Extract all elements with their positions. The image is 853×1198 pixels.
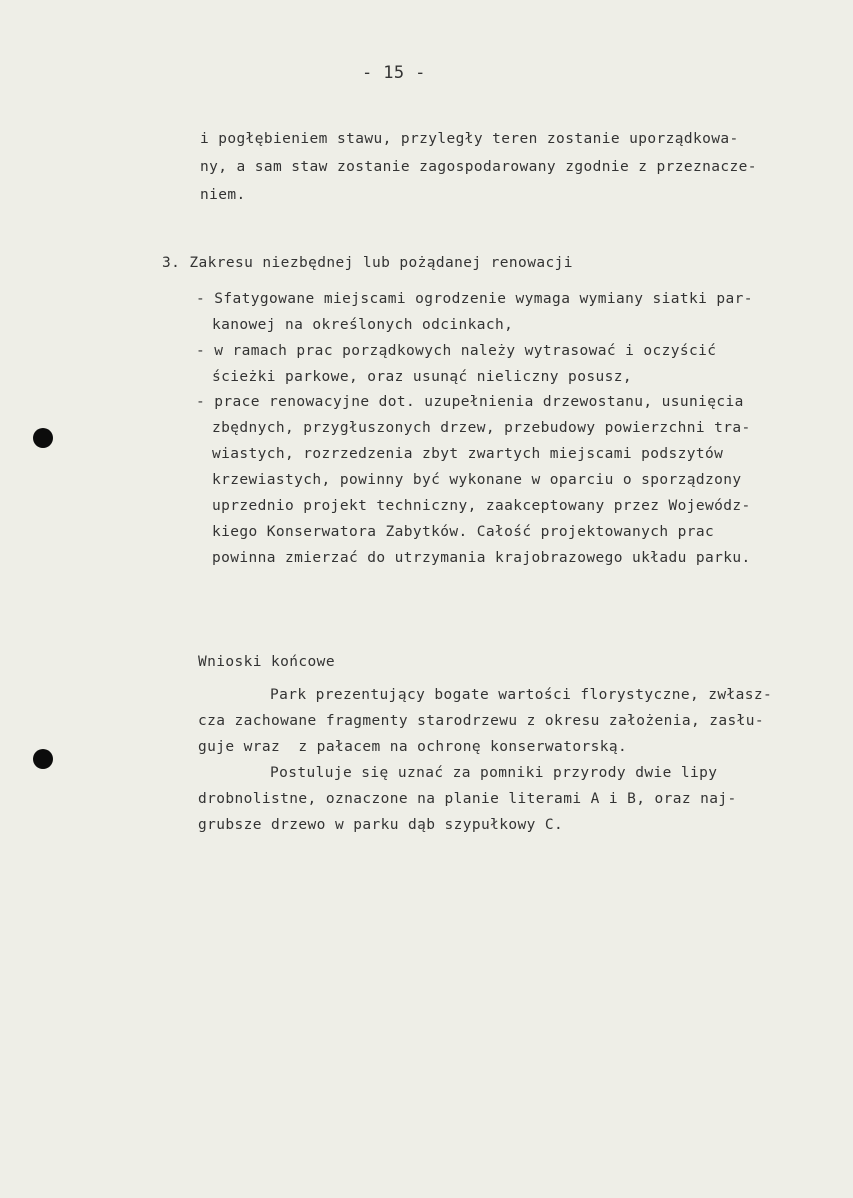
conclusions-paragraph-line: cza zachowane fragmenty starodrzewu z okresu założenia, zasłu-	[198, 713, 765, 729]
conclusions-heading: Wnioski końcowe	[198, 654, 335, 670]
continued-paragraph-line: ny, a sam staw zostanie zagospodarowany zgodnie z przeznacze-	[200, 159, 757, 175]
punch-hole	[33, 749, 53, 769]
page-number: - 15 -	[362, 63, 426, 83]
renovation-item-3-line: wiastych, rozrzedzenia zbyt zwartych miejscami podszytów	[212, 446, 724, 462]
conclusions-paragraph-line: drobnolistne, oznaczone na planie literami A i B, oraz naj-	[198, 791, 737, 807]
renovation-item-1-line: - Sfatygowane miejscami ogrodzenie wymaga wymiany siatki par-	[196, 291, 753, 307]
renovation-item-2-line: - w ramach prac porządkowych należy wytrasować i oczyścić	[196, 343, 717, 359]
renovation-item-2-line: ścieżki parkowe, oraz usunąć nieliczny posusz,	[212, 369, 632, 385]
renovation-item-3-line: - prace renowacyjne dot. uzupełnienia drzewostanu, usunięcia	[196, 394, 744, 410]
conclusions-paragraph-line: grubsze drzewo w parku dąb szypułkowy C.	[198, 817, 564, 833]
renovation-item-3-line: powinna zmierzać do utrzymania krajobrazowego układu parku.	[212, 550, 751, 566]
conclusions-paragraph-line: Postuluje się uznać za pomniki przyrody dwie lipy	[270, 765, 718, 781]
conclusions-paragraph-line: guje wraz z pałacem na ochronę konserwatorską.	[198, 739, 628, 755]
renovation-item-3-line: uprzednio projekt techniczny, zaakceptowany przez Wojewódz-	[212, 498, 751, 514]
renovation-item-3-line: kiego Konserwatora Zabytków. Całość projektowanych prac	[212, 524, 715, 540]
conclusions-paragraph-line: Park prezentujący bogate wartości florystyczne, zwłasz-	[270, 687, 773, 703]
continued-paragraph-line: i pogłębieniem stawu, przyległy teren zostanie uporządkowa-	[200, 131, 739, 147]
punch-hole	[33, 428, 53, 448]
section-3-heading: 3. Zakresu niezbędnej lub pożądanej renowacji	[162, 255, 573, 271]
renovation-item-3-line: krzewiastych, powinny być wykonane w oparciu o sporządzony	[212, 472, 742, 488]
renovation-item-3-line: zbędnych, przygłuszonych drzew, przebudowy powierzchni tra-	[212, 420, 751, 436]
renovation-item-1-line: kanowej na określonych odcinkach,	[212, 317, 514, 333]
continued-paragraph-line: niem.	[200, 187, 246, 203]
